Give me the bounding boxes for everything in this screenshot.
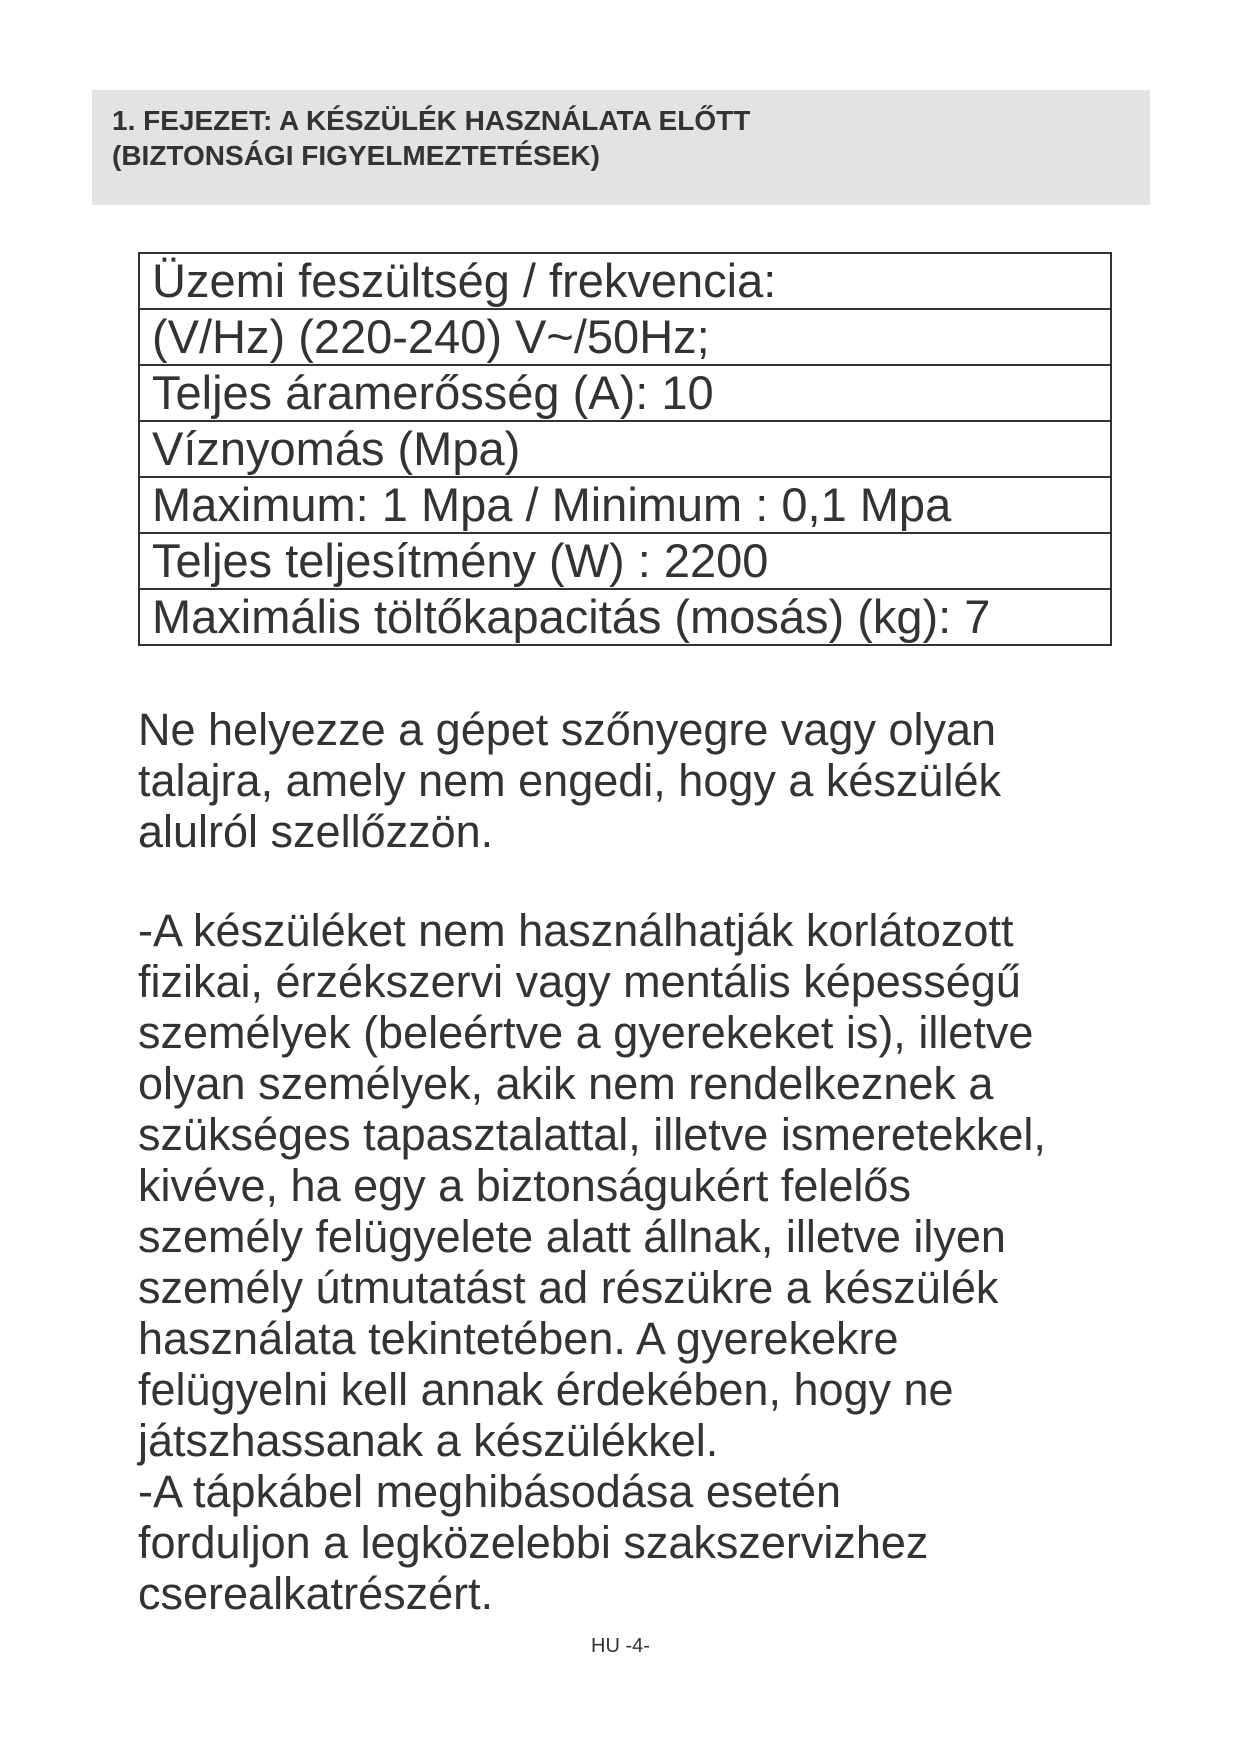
table-row <box>139 253 1111 309</box>
specification-table <box>138 252 1112 646</box>
chapter-title <box>112 103 750 173</box>
text-line: forduljon a legközelebbi szakszervizhez <box>138 1517 929 1568</box>
text-line: Ne helyezze a gépet szőnyegre vagy olyan <box>138 704 997 755</box>
safety-warning-paragraph <box>138 905 1118 1619</box>
text-line: személy felügyelete alatt állnak, illetve ilyen <box>138 1211 1006 1262</box>
table-cell-water-pressure-value: Maximum: 1 Mpa / Minimum : 0,1 Mpa <box>139 477 1111 533</box>
page-number: HU -4- <box>591 1635 650 1657</box>
text-line: talajra, amely nem engedi, hogy a készülék <box>138 755 1001 806</box>
text-line: játszhassanak a készülékkel. <box>138 1415 719 1466</box>
table-row <box>139 477 1111 533</box>
table-cell-water-pressure-label: Víznyomás (Mpa) <box>139 421 1111 477</box>
table-row <box>139 421 1111 477</box>
text-line: kivéve, ha egy a biztonságukért felelős <box>138 1160 911 1211</box>
chapter-header-band <box>92 90 1150 205</box>
text-line: -A készüléket nem használhatják korlátozott <box>138 905 1014 956</box>
text-line: fizikai, érzékszervi vagy mentális képességű <box>138 956 1021 1007</box>
table-cell-power: Teljes teljesítmény (W) : 2200 <box>139 533 1111 589</box>
chapter-title-line: (BIZTONSÁGI FIGYELMEZTETÉSEK) <box>112 140 600 171</box>
table-row <box>139 309 1111 365</box>
table-cell-capacity: Maximális töltőkapacitás (mosás) (kg): 7 <box>139 589 1111 645</box>
table-row <box>139 533 1111 589</box>
text-line: személyek (beleértve a gyerekeket is), illetve <box>138 1007 1034 1058</box>
table-row <box>139 589 1111 645</box>
text-line: olyan személyek, akik nem rendelkeznek a <box>138 1058 994 1109</box>
text-line: szükséges tapasztalattal, illetve ismeretekkel, <box>138 1109 1046 1160</box>
text-line: cserealkatrészért. <box>138 1568 494 1619</box>
table-cell-voltage-frequency-value: (V/Hz) (220-240) V~/50Hz; <box>139 309 1111 365</box>
ventilation-warning-paragraph <box>138 704 1118 857</box>
text-line: -A tápkábel meghibásodása esetén <box>138 1466 841 1517</box>
table-cell-current: Teljes áramerősség (A): 10 <box>139 365 1111 421</box>
text-line: felügyelni kell annak érdekében, hogy ne <box>138 1364 954 1415</box>
table-cell-voltage-frequency-label: Üzemi feszültség / frekvencia: <box>139 253 1111 309</box>
text-line: személy útmutatást ad részükre a készülék <box>138 1262 999 1313</box>
text-line: alulról szellőzzön. <box>138 806 494 857</box>
chapter-title-line: 1. FEJEZET: A KÉSZÜLÉK HASZNÁLATA ELŐTT <box>112 105 751 136</box>
text-line: használata tekintetében. A gyerekekre <box>138 1313 899 1364</box>
table-row <box>139 365 1111 421</box>
